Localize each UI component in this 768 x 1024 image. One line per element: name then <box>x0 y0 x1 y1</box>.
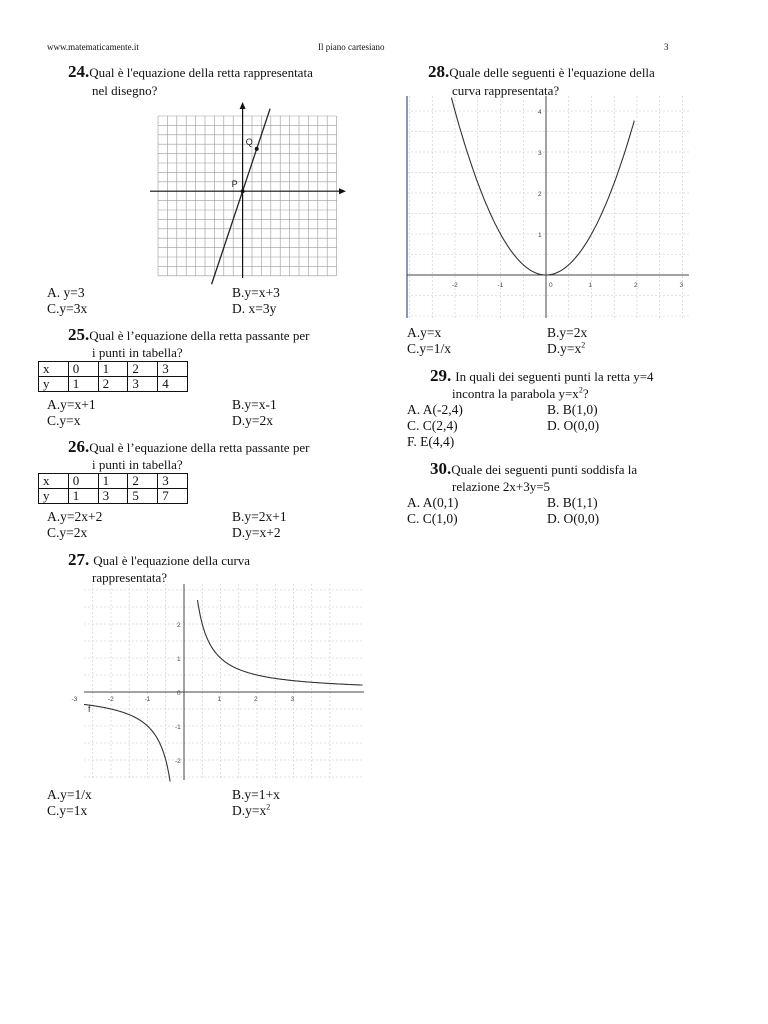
answer-c[interactable]: C.y=2x <box>47 525 88 540</box>
x-tick-label: 2 <box>634 282 638 289</box>
header-site: www.matematicamente.it <box>47 42 139 52</box>
chart-hyperbola <box>71 584 364 780</box>
question-number: 24. <box>68 62 90 81</box>
exponent: 2 <box>578 385 583 395</box>
x-tick-label: 2 <box>254 696 258 703</box>
question-text-part: incontra la parabola y=x <box>452 386 579 401</box>
y-tick-label: 1 <box>538 232 542 239</box>
y-tick-label: 2 <box>538 191 542 198</box>
question-text-cont: nel disegno? <box>92 83 158 98</box>
point-q <box>255 147 259 151</box>
function-label: f <box>88 704 91 714</box>
x-tick-label: -1 <box>497 282 504 289</box>
table-cell: 3 <box>128 377 158 392</box>
question-24 <box>68 62 313 82</box>
question-text: Qual è l’equazione della retta passante per <box>89 440 310 455</box>
table-cell: 2 <box>128 362 158 377</box>
answer-d[interactable] <box>547 341 585 357</box>
header-title: Il piano cartesiano <box>318 42 385 52</box>
question-text-cont: i punti in tabella? <box>92 457 183 472</box>
question-25 <box>68 325 309 345</box>
question-26 <box>68 437 309 457</box>
question-28 <box>428 62 655 82</box>
question-text: Qual è l'equazione della curva <box>93 553 251 568</box>
axes <box>150 102 346 278</box>
answer-a[interactable]: A.y=2x+2 <box>47 509 103 524</box>
question-text: Quale delle seguenti è l'equazione della <box>449 65 655 80</box>
table-cell: 0 <box>68 474 98 489</box>
y-tick-label: 4 <box>538 109 542 116</box>
answer-d[interactable]: D. x=3y <box>232 301 277 316</box>
values-table <box>38 473 188 504</box>
answer-a[interactable]: A. A(0,1) <box>407 495 459 510</box>
answer-d[interactable]: D. O(0,0) <box>547 418 600 433</box>
x-tick-label: -2 <box>108 696 114 703</box>
table-cell: 1 <box>68 377 98 392</box>
answer-d[interactable] <box>232 803 270 819</box>
curve-branch-right <box>198 600 363 685</box>
table-cell: 3 <box>158 362 188 377</box>
table-cell: y <box>39 489 69 504</box>
question-number: 27. <box>68 550 90 569</box>
table-cell: y <box>39 377 69 392</box>
table-row-y <box>39 489 188 504</box>
x-tick-label: 3 <box>290 696 295 703</box>
question-number: 25. <box>68 325 90 344</box>
table-row-x <box>39 474 188 489</box>
question-text: Quale dei seguenti punti soddisfa la <box>451 462 638 477</box>
answer-b[interactable]: B.y=x-1 <box>232 397 277 412</box>
point-p <box>241 189 245 193</box>
table-row-x <box>39 362 188 377</box>
question-number: 29. <box>430 366 452 385</box>
answer-b[interactable]: B.y=x+3 <box>232 285 280 300</box>
answer-d-text: D.y=x <box>547 341 582 356</box>
table-cell: x <box>39 474 69 489</box>
grid <box>407 96 689 318</box>
x-axis-arrow <box>339 188 346 194</box>
answer-d[interactable]: D. O(0,0) <box>547 511 600 526</box>
exponent: 2 <box>266 802 271 812</box>
answer-b[interactable]: B.y=2x <box>547 325 588 340</box>
answer-a[interactable]: A.y=x <box>407 325 442 340</box>
answer-d-text: D.y=x <box>232 803 267 818</box>
answer-d[interactable]: D.y=x+2 <box>232 525 281 540</box>
question-text-cont: rappresentata? <box>92 570 168 585</box>
question-text: In quali dei seguenti punti la retta y=4 <box>455 369 654 384</box>
page-number: 3 <box>664 42 669 52</box>
table-cell: x <box>39 362 69 377</box>
tick-labels <box>452 109 684 289</box>
y-tick-label: -2 <box>175 758 181 765</box>
answer-c[interactable]: C.y=3x <box>47 301 88 316</box>
answer-c[interactable]: C.y=1/x <box>407 341 451 356</box>
question-27 <box>68 550 250 570</box>
y-tick-label: -1 <box>175 724 181 731</box>
answer-c[interactable]: C.y=1x <box>47 803 88 818</box>
answer-c[interactable]: C.y=x <box>47 413 81 428</box>
answer-f[interactable]: F. E(4,4) <box>407 434 455 449</box>
answer-a[interactable]: A. y=3 <box>47 285 85 300</box>
table-cell: 1 <box>98 362 128 377</box>
y-axis-arrow <box>240 102 246 109</box>
answer-b[interactable]: B. B(1,0) <box>547 402 598 417</box>
table-cell: 0 <box>68 362 98 377</box>
answer-a[interactable]: A.y=1/x <box>47 787 92 802</box>
values-table <box>38 361 188 392</box>
x-tick-label: 3 <box>679 282 684 289</box>
question-30 <box>430 459 637 479</box>
answer-b[interactable]: B.y=1+x <box>232 787 280 802</box>
question-text-cont: i punti in tabella? <box>92 345 183 360</box>
table-cell: 3 <box>158 474 188 489</box>
table-row-y <box>39 377 188 392</box>
grid <box>84 584 364 780</box>
question-text: Qual è l’equazione della retta passante per <box>89 328 310 343</box>
answer-a[interactable]: A.y=x+1 <box>47 397 96 412</box>
x-tick-label: 0 <box>549 282 553 289</box>
table-cell: 1 <box>68 489 98 504</box>
label-p: P <box>231 179 238 190</box>
question-text-cont: curva rappresentata? <box>452 83 560 98</box>
question-text: Qual è l'equazione della retta rappresentata <box>89 65 313 80</box>
exponent: 2 <box>581 340 586 350</box>
question-text-part: ? <box>582 386 589 401</box>
y-tick-label: 0 <box>177 690 181 697</box>
x-tick-label: 1 <box>217 696 222 703</box>
answer-b[interactable]: B. B(1,1) <box>547 495 598 510</box>
question-29 <box>430 366 654 386</box>
y-tick-label: 3 <box>538 150 542 157</box>
table-cell: 2 <box>98 377 128 392</box>
y-tick-label: 2 <box>177 622 181 629</box>
tick-labels <box>72 622 295 765</box>
question-text-cont <box>452 386 589 401</box>
x-tick-label: -1 <box>144 696 151 703</box>
x-tick-label: -3 <box>71 696 78 703</box>
curve <box>451 98 634 275</box>
answer-c[interactable]: C. C(2,4) <box>407 418 458 433</box>
chart-parabola <box>403 96 689 318</box>
x-tick-label: -2 <box>452 282 458 289</box>
answer-c[interactable]: C. C(1,0) <box>407 511 458 526</box>
table-cell: 7 <box>158 489 188 504</box>
answer-a[interactable]: A. A(-2,4) <box>407 402 463 417</box>
question-number: 28. <box>428 62 450 81</box>
question-number: 26. <box>68 437 90 456</box>
table-cell: 4 <box>158 377 188 392</box>
chart-line-pq <box>148 100 354 280</box>
axes <box>84 584 364 780</box>
y-tick-label: 1 <box>177 656 181 663</box>
axes <box>407 96 689 318</box>
answer-b[interactable]: B.y=2x+1 <box>232 509 287 524</box>
table-cell: 1 <box>98 474 128 489</box>
question-text-cont: relazione 2x+3y=5 <box>452 479 551 494</box>
question-number: 30. <box>430 459 452 478</box>
x-tick-label: 1 <box>588 282 593 289</box>
table-cell: 5 <box>128 489 158 504</box>
table-cell: 3 <box>98 489 128 504</box>
answer-d[interactable]: D.y=2x <box>232 413 273 428</box>
label-q: Q <box>245 136 253 147</box>
table-cell: 2 <box>128 474 158 489</box>
